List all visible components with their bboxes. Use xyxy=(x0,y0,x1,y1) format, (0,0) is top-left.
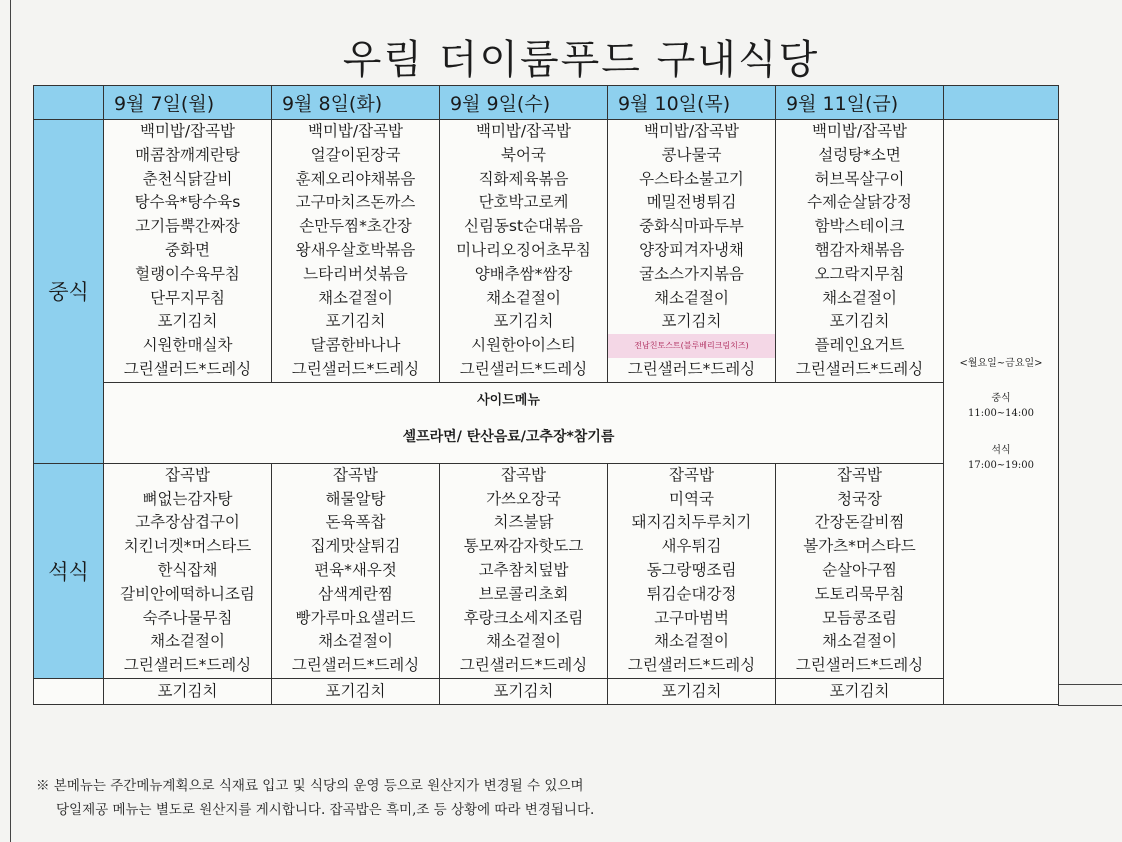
menu-item: 직화제육볶음 xyxy=(478,169,569,188)
menu-item: 설렁탕*소면 xyxy=(818,145,901,164)
menu-item: 돈육폭찹 xyxy=(325,513,386,532)
menu-item: 시원한아이스티 xyxy=(471,336,576,355)
menu-item: 채소겉절이 xyxy=(486,288,561,307)
dinner-row xyxy=(34,463,1059,678)
menu-item: 동그랑땡조림 xyxy=(646,560,737,579)
lunch-cell-mon xyxy=(104,120,272,383)
menu-item: 포기김치 xyxy=(829,312,890,331)
dinner-cell-mon xyxy=(104,463,272,678)
menu-item: 순살아구찜 xyxy=(822,560,897,579)
day-header-mon: 9월 7일(월) xyxy=(104,86,272,120)
day-header-thu: 9월 10일(목) xyxy=(608,86,776,120)
day-header-wed: 9월 9일(수) xyxy=(440,86,608,120)
menu-item: 플레인요거트 xyxy=(814,336,905,355)
dinner-cell-wed xyxy=(440,463,608,678)
menu-item: 그린샐러드*드레싱 xyxy=(123,359,252,378)
lunch-label: 중식 xyxy=(34,120,104,464)
dinner-label: 석식 xyxy=(34,463,104,678)
menu-item: 미역국 xyxy=(669,489,714,508)
menu-item: 뼈없는감자탕 xyxy=(142,489,233,508)
menu-item: 채소겉절이 xyxy=(486,632,561,651)
day-header-tue: 9월 8일(화) xyxy=(272,86,440,120)
side-menu-row xyxy=(34,382,1059,463)
menu-item: 양배추쌈*쌈장 xyxy=(474,264,573,283)
lunch-cell-fri xyxy=(776,120,944,383)
dinner-cell-fri xyxy=(776,463,944,678)
menu-item: 포기김치 xyxy=(157,312,218,331)
menu-item: 포기김치 xyxy=(829,681,890,700)
menu-item: 느타리버섯볶음 xyxy=(303,264,408,283)
menu-item: 잡곡밥 xyxy=(333,465,378,484)
header-row xyxy=(34,86,1059,120)
lunch-cell-thu xyxy=(608,120,776,383)
menu-item: 포기김치 xyxy=(493,681,554,700)
menu-item: 치킨너겟*머스타드 xyxy=(123,537,252,556)
kimchi-cell-tue xyxy=(272,678,440,704)
menu-item: 튀김순대강정 xyxy=(646,584,737,603)
page-title: 우림 더이룸푸드 구내식당 xyxy=(342,37,820,83)
kimchi-cell-thu xyxy=(608,678,776,704)
menu-item: 치즈불닭 xyxy=(493,513,554,532)
weekly-menu-table xyxy=(33,85,1059,705)
menu-item: 그린샐러드*드레싱 xyxy=(795,359,924,378)
menu-item: 백미밥/잡곡밥 xyxy=(811,122,908,140)
footnote-line-2: 당일제공 메뉴는 별도로 원산지를 게시합니다. 잡곡밥은 흑미,조 등 상황에 따라 변경됩니다. xyxy=(56,802,595,818)
lunch-cell-tue xyxy=(272,120,440,383)
side-menu-title: 사이드메뉴 xyxy=(477,392,540,408)
menu-item: 그린샐러드*드레싱 xyxy=(627,359,756,378)
menu-item: 채소겉절이 xyxy=(822,632,897,651)
hours-lunch-label: 중식 xyxy=(991,393,1011,404)
menu-item: 포기김치 xyxy=(661,312,722,331)
menu-item: 그린샐러드*드레싱 xyxy=(459,656,588,675)
menu-item: 허브목살구이 xyxy=(814,169,905,188)
menu-item: 손만두찜*초간장 xyxy=(299,217,412,236)
menu-item: 집게맛살튀김 xyxy=(310,537,401,556)
service-hours xyxy=(944,120,1059,705)
menu-item: 도토리묵무침 xyxy=(814,584,905,603)
kimchi-cell-mon xyxy=(104,678,272,704)
menu-item: 그린샐러드*드레싱 xyxy=(291,656,420,675)
menu-item: 포기김치 xyxy=(157,681,218,700)
kimchi-row-label xyxy=(34,678,104,704)
menu-item: 단호박고로케 xyxy=(478,193,569,212)
menu-item: 삼색계란찜 xyxy=(318,584,393,603)
hours-header xyxy=(944,86,1059,120)
hours-lunch-time: 11:00~14:00 xyxy=(967,408,1034,419)
menu-item: 달콤한바나나 xyxy=(310,336,401,355)
hours-dinner-label: 석식 xyxy=(991,445,1011,456)
menu-item: 미나리오징어초무침 xyxy=(456,240,591,259)
menu-item: 간장돈갈비찜 xyxy=(814,513,905,532)
menu-item: 잡곡밥 xyxy=(165,465,210,484)
menu-item: 고구마치즈돈까스 xyxy=(295,193,416,212)
menu-item: 신림동st순대볶음 xyxy=(464,217,583,236)
menu-item: 양장피겨자냉채 xyxy=(639,240,744,259)
menu-item: 콩나물국 xyxy=(661,145,722,164)
header-corner xyxy=(34,86,104,120)
menu-item: 시원한매실차 xyxy=(142,336,233,355)
menu-item: 백미밥/잡곡밥 xyxy=(475,122,572,140)
menu-item: 고추참치덮밥 xyxy=(478,560,569,579)
lunch-row xyxy=(34,120,1059,383)
menu-item: 그린샐러드*드레싱 xyxy=(627,656,756,675)
menu-item: 잡곡밥 xyxy=(837,465,882,484)
menu-item: 포기김치 xyxy=(325,312,386,331)
menu-item: 숙주나물무침 xyxy=(142,608,233,627)
page-edge-line xyxy=(10,0,11,842)
menu-item: 그린샐러드*드레싱 xyxy=(291,359,420,378)
menu-item: 새우튀김 xyxy=(661,537,722,556)
menu-item: 수제순살닭강정 xyxy=(807,193,912,212)
menu-item: 그린샐러드*드레싱 xyxy=(459,359,588,378)
menu-item: 얼갈이된장국 xyxy=(310,145,401,164)
menu-item: 오그락지무침 xyxy=(814,264,905,283)
menu-item: 우스타소불고기 xyxy=(639,169,744,188)
menu-item: 굴소스가지볶음 xyxy=(639,264,744,283)
kimchi-cell-fri xyxy=(776,678,944,704)
menu-item: 햄감자채볶음 xyxy=(814,240,905,259)
menu-item: 채소겉절이 xyxy=(318,632,393,651)
menu-item: 고추장삼겹구이 xyxy=(135,513,240,532)
menu-item: 잡곡밥 xyxy=(501,465,546,484)
dinner-cell-thu xyxy=(608,463,776,678)
menu-item: 메밀전병튀김 xyxy=(646,193,737,212)
menu-item: 중화식마파두부 xyxy=(639,217,744,236)
menu-item: 백미밥/잡곡밥 xyxy=(643,122,740,140)
dinner-cell-tue xyxy=(272,463,440,678)
edge-stub-line xyxy=(1058,684,1122,685)
menu-item: 함박스테이크 xyxy=(814,217,905,236)
menu-item: 포기김치 xyxy=(493,312,554,331)
menu-item: 탕수육*탕수육s xyxy=(134,193,241,212)
day-header-fri: 9월 11일(금) xyxy=(776,86,944,120)
menu-item: 볼가츠*머스타드 xyxy=(803,537,916,556)
menu-item: 그린샐러드*드레싱 xyxy=(795,656,924,675)
hours-dinner-time: 17:00~19:00 xyxy=(967,460,1034,471)
menu-item: 채소겉절이 xyxy=(150,632,225,651)
menu-item: 브로콜리초회 xyxy=(478,584,569,603)
menu-item: 중화면 xyxy=(165,240,210,259)
dinner-kimchi-row xyxy=(34,678,1059,704)
menu-item: 포기김치 xyxy=(661,681,722,700)
menu-item: 채소겉절이 xyxy=(654,288,729,307)
menu-item: 훈제오리야채볶음 xyxy=(295,169,416,188)
menu-item: 빵가루마요샐러드 xyxy=(295,608,416,627)
menu-item: 단무지무침 xyxy=(150,288,225,307)
menu-item: 고기듬뿍간짜장 xyxy=(135,217,240,236)
footnote xyxy=(36,774,1086,822)
side-menu-cell xyxy=(104,382,944,463)
menu-item: 편육*새우젓 xyxy=(314,560,397,579)
menu-item: 백미밥/잡곡밥 xyxy=(307,122,404,140)
menu-item: 북어국 xyxy=(501,145,546,164)
menu-item: 모듬콩조림 xyxy=(822,608,897,627)
lunch-cell-wed xyxy=(440,120,608,383)
menu-item: 통모짜감자핫도그 xyxy=(463,537,584,556)
hours-days-range: <월요일~금요일> xyxy=(959,358,1043,369)
footnote-line-1: ※ 본메뉴는 주간메뉴계획으로 식재료 입고 및 식당의 운영 등으로 원산지가 변경될 수 있으며 xyxy=(36,778,584,794)
menu-item: 후랑크소세지조림 xyxy=(463,608,584,627)
side-menu-items: 셀프라면/ 탄산음료/고추장*참기름 xyxy=(402,428,615,445)
menu-item: 백미밥/잡곡밥 xyxy=(139,122,236,140)
menu-item: 헐랭이수육무침 xyxy=(135,264,240,283)
menu-item: 잡곡밥 xyxy=(669,465,714,484)
menu-item: 채소겉절이 xyxy=(318,288,393,307)
menu-item: 채소겉절이 xyxy=(822,288,897,307)
kimchi-cell-wed xyxy=(440,678,608,704)
menu-item: 해물알탕 xyxy=(325,489,386,508)
menu-item: 왕새우살호박볶음 xyxy=(295,240,416,259)
menu-item: 춘천식닭갈비 xyxy=(142,169,233,188)
menu-item: 가쓰오장국 xyxy=(486,489,561,508)
edge-stub-line xyxy=(1058,705,1122,706)
menu-item: 한식잡채 xyxy=(157,560,218,579)
menu-item: 포기김치 xyxy=(325,681,386,700)
menu-item: 갈비안에떡하니조림 xyxy=(120,584,255,603)
menu-item: 고구마범벅 xyxy=(654,608,729,627)
menu-item: 매콤참깨계란탕 xyxy=(135,145,240,164)
menu-item-highlight: 전남친토스트(블루베리크림치즈) xyxy=(608,334,775,358)
menu-item: 그린샐러드*드레싱 xyxy=(123,656,252,675)
menu-item: 돼지김치두루치기 xyxy=(631,513,752,532)
menu-item: 채소겉절이 xyxy=(654,632,729,651)
menu-item: 청국장 xyxy=(837,489,882,508)
